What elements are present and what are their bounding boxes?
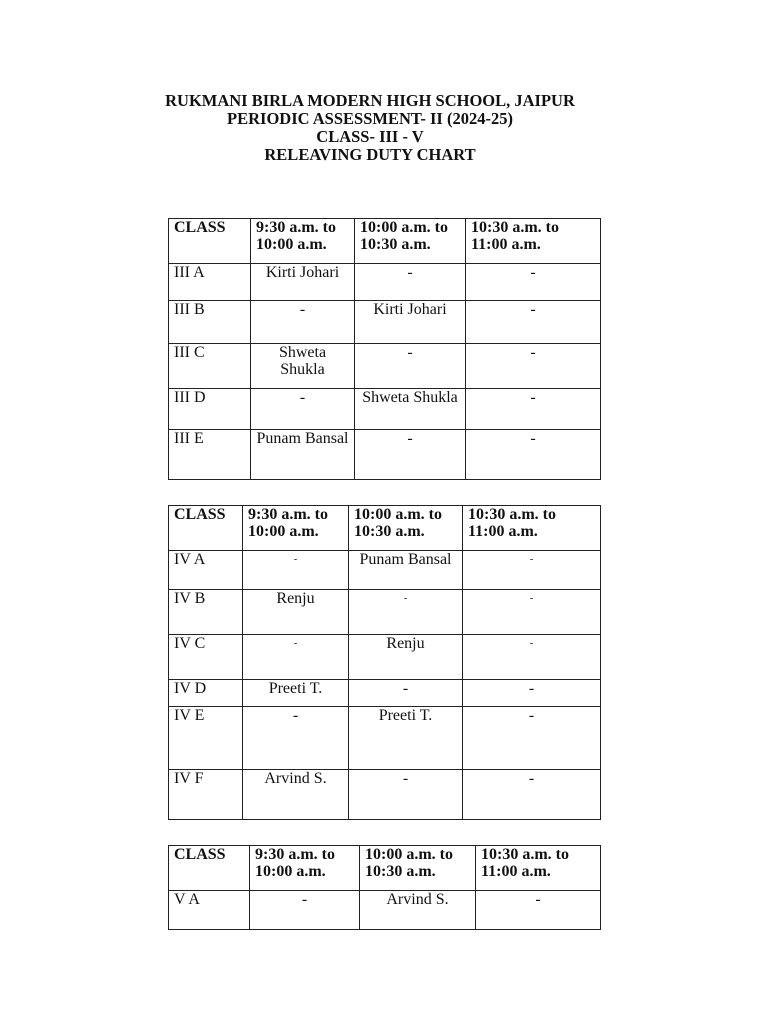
duty-cell: - <box>355 430 466 480</box>
duty-cell: - <box>349 590 463 635</box>
class-cell: IV C <box>169 635 243 680</box>
duty-table-class-iv <box>168 505 601 820</box>
table-row <box>169 590 601 635</box>
table-row <box>169 264 601 301</box>
duty-cell: - <box>251 301 355 344</box>
class-cell: IV E <box>169 707 243 770</box>
class-cell: IV B <box>169 590 243 635</box>
column-header: CLASS <box>169 506 243 551</box>
class-cell: V A <box>169 891 250 930</box>
column-header: 10:30 a.m. to 11:00 a.m. <box>463 506 601 551</box>
school-name: RUKMANI BIRLA MODERN HIGH SCHOOL, JAIPUR <box>165 91 575 110</box>
duty-cell: - <box>466 389 601 430</box>
duty-cell: - <box>463 680 601 707</box>
table-header-row <box>169 506 601 551</box>
duty-cell: Preeti T. <box>349 707 463 770</box>
table-header-row <box>169 219 601 264</box>
duty-cell: - <box>466 430 601 480</box>
duty-cell: Punam Bansal <box>251 430 355 480</box>
table-row <box>169 551 601 590</box>
duty-cell: - <box>466 344 601 389</box>
duty-cell: - <box>251 389 355 430</box>
duty-cell: - <box>463 770 601 820</box>
duty-cell: - <box>349 770 463 820</box>
column-header: 9:30 a.m. to 10:00 a.m. <box>251 219 355 264</box>
duty-cell: - <box>463 707 601 770</box>
class-cell: III A <box>169 264 251 301</box>
duty-cell: Kirti Johari <box>355 301 466 344</box>
column-header: 10:00 a.m. to 10:30 a.m. <box>355 219 466 264</box>
duty-cell: - <box>463 590 601 635</box>
duty-cell: Renju <box>243 590 349 635</box>
class-range: CLASS- III - V <box>316 127 424 146</box>
table-row <box>169 680 601 707</box>
table-row <box>169 707 601 770</box>
table-row <box>169 770 601 820</box>
duty-table-class-iii <box>168 218 601 480</box>
assessment-title: PERIODIC ASSESSMENT- II (2024-25) <box>227 109 513 128</box>
chart-title: RELEAVING DUTY CHART <box>264 145 476 164</box>
class-cell: III C <box>169 344 251 389</box>
duty-cell: Shweta Shukla <box>355 389 466 430</box>
duty-cell: - <box>355 344 466 389</box>
duty-cell: - <box>466 264 601 301</box>
table-row <box>169 430 601 480</box>
duty-cell: - <box>243 707 349 770</box>
duty-cell: - <box>250 891 360 930</box>
class-cell: III B <box>169 301 251 344</box>
duty-cell: Arvind S. <box>243 770 349 820</box>
duty-cell: - <box>349 680 463 707</box>
duty-cell: - <box>243 635 349 680</box>
duty-cell: Renju <box>349 635 463 680</box>
column-header: CLASS <box>169 219 251 264</box>
duty-cell: - <box>355 264 466 301</box>
duty-cell: Shweta Shukla <box>251 344 355 389</box>
table-row <box>169 301 601 344</box>
table-row <box>169 635 601 680</box>
duty-cell: Arvind S. <box>360 891 476 930</box>
duty-cell: - <box>476 891 601 930</box>
duty-cell: - <box>243 551 349 590</box>
class-cell: III D <box>169 389 251 430</box>
column-header: 10:00 a.m. to 10:30 a.m. <box>360 846 476 891</box>
column-header: 9:30 a.m. to 10:00 a.m. <box>250 846 360 891</box>
class-cell: III E <box>169 430 251 480</box>
table-row <box>169 344 601 389</box>
class-cell: IV D <box>169 680 243 707</box>
column-header: 10:00 a.m. to 10:30 a.m. <box>349 506 463 551</box>
column-header: 10:30 a.m. to 11:00 a.m. <box>466 219 601 264</box>
duty-cell: Kirti Johari <box>251 264 355 301</box>
class-cell: IV F <box>169 770 243 820</box>
column-header: 9:30 a.m. to 10:00 a.m. <box>243 506 349 551</box>
table-row <box>169 891 601 930</box>
duty-cell: Punam Bansal <box>349 551 463 590</box>
duty-table-class-v <box>168 845 601 930</box>
column-header: CLASS <box>169 846 250 891</box>
class-cell: IV A <box>169 551 243 590</box>
table-header-row <box>169 846 601 891</box>
duty-cell: - <box>463 635 601 680</box>
duty-cell: Preeti T. <box>243 680 349 707</box>
document-heading <box>150 92 590 164</box>
table-row <box>169 389 601 430</box>
duty-cell: - <box>463 551 601 590</box>
column-header: 10:30 a.m. to 11:00 a.m. <box>476 846 601 891</box>
duty-cell: - <box>466 301 601 344</box>
